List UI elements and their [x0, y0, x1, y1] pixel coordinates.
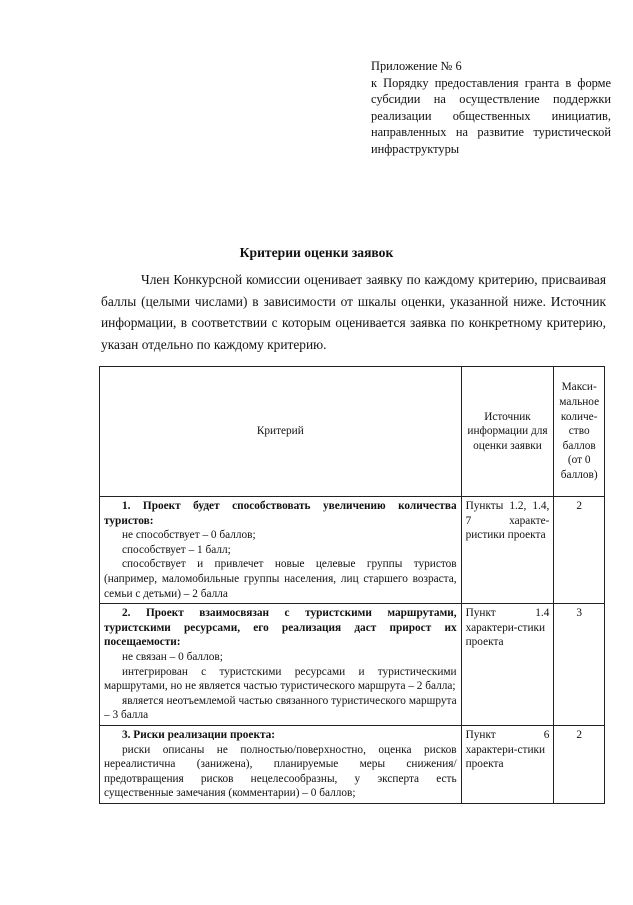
- table-row: [100, 604, 605, 726]
- criterion-cell: [100, 497, 462, 604]
- table-row: [100, 497, 605, 604]
- max-points-cell: 3: [554, 604, 605, 726]
- criterion-option: интегрирован с туристскими ресурсами и туристическими маршрутами, но не является частью туристического маршрута – 2 балла;: [104, 665, 457, 693]
- source-cell: Пункт 1.4 характери-стики проекта: [461, 604, 554, 726]
- intro-text: Член Конкурсной комиссии оценивает заявку по каждому критерию, присваивая баллы (целыми числами) в зависимости от шкалы оценки, указанной ниже. Источник информации, в соответствии с которым оценивается заявка по конкретному критерию, указан отдельно по каждому критерию.: [101, 272, 606, 352]
- criterion-option: не способствует – 0 баллов;: [122, 529, 256, 542]
- max-points-cell: 2: [554, 725, 605, 803]
- header-source: Источник информации для оценки заявки: [461, 367, 554, 497]
- source-cell: Пункты 1.2, 1.4, 7 характе-ристики проекта: [461, 497, 554, 604]
- appendix-text: к Порядку предоставления гранта в форме субсидии на осуществление поддержки реализации общественных инициатив, направленных на развитие туристической инфраструктуры: [371, 75, 611, 156]
- criterion-option: способствует – 1 балл;: [122, 543, 231, 556]
- criterion-title: 3. Риски реализации проекта:: [122, 728, 276, 741]
- criterion-cell: [100, 725, 462, 803]
- appendix-heading: Приложение № 6: [371, 59, 462, 73]
- criterion-option: риски описаны не полностью/поверхностно, оценка рисков нереалистична (занижена), планируемые меры снижения/предотвращения рисков нецелесообразны, у эксперта есть существенные замечания (комментарии) – 0 баллов;: [104, 743, 457, 800]
- table-header-row: [100, 367, 605, 497]
- criteria-table: [99, 366, 605, 804]
- criterion-option: не связан – 0 баллов;: [122, 650, 223, 663]
- max-points-cell: 2: [554, 497, 605, 604]
- criterion-option: является неотъемлемой частью связанного туристического маршрута – 3 балла: [104, 694, 457, 722]
- criterion-title: 1. Проект будет способствовать увеличению количества туристов:: [104, 500, 457, 527]
- header-max-points: Макси-мальное количе-ство баллов (от 0 баллов): [554, 367, 605, 497]
- document-title: Критерии оценки заявок: [239, 245, 394, 260]
- criterion-cell: [100, 604, 462, 726]
- header-criterion: Критерий: [100, 367, 462, 497]
- table-row: [100, 725, 605, 803]
- criterion-option: способствует и привлечет новые целевые группы туристов (например, маломобильные группы населения, лиц старшего возраста, семьи с детьми) – 2 балла: [104, 558, 457, 600]
- criterion-title: 2. Проект взаимосвязан с туристскими маршрутами, туристскими ресурсами, его реализация даст прирост их посещаемости:: [104, 607, 457, 649]
- appendix-block: [371, 58, 611, 158]
- intro-paragraph: [101, 269, 606, 355]
- source-cell: Пункт 6 характери-стики проекта: [461, 725, 554, 803]
